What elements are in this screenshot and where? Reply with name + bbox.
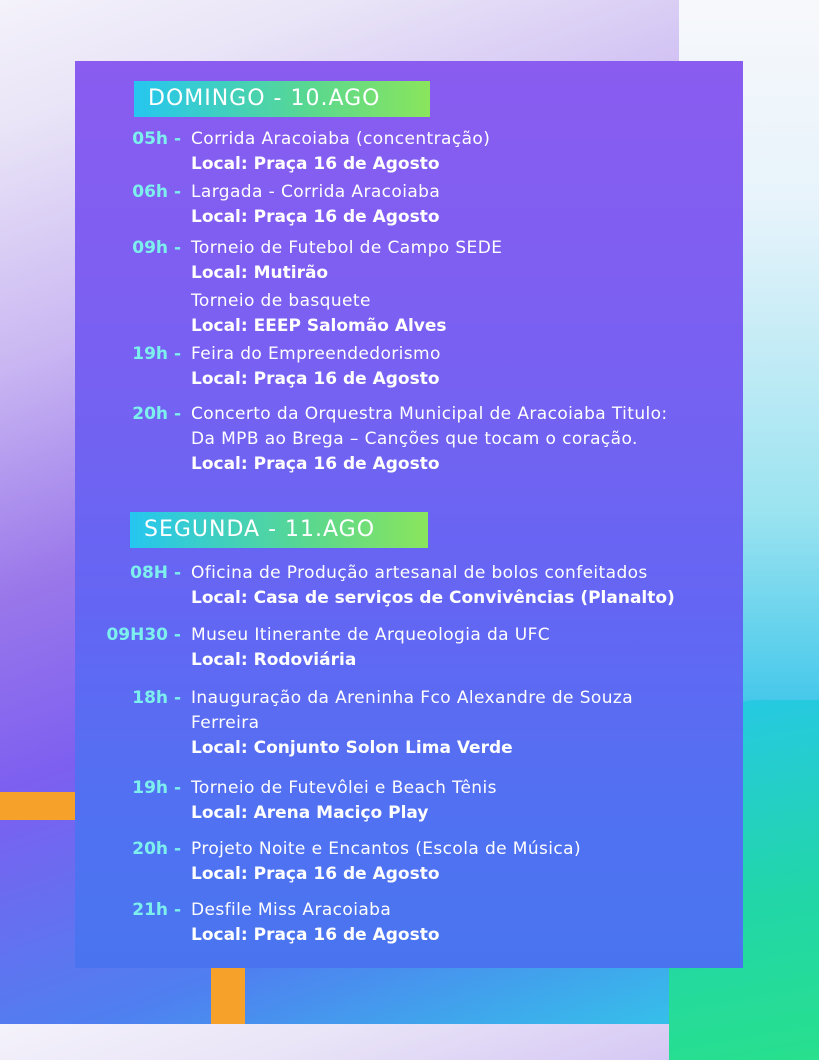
event-time: 19h - bbox=[132, 344, 181, 364]
event-location: Local: Mutirão bbox=[191, 263, 329, 283]
event-time: 20h - bbox=[132, 839, 181, 859]
event-title: Museu Itinerante de Arqueologia da UFC bbox=[191, 625, 551, 645]
event-time: 05h - bbox=[132, 129, 181, 149]
schedule-panel bbox=[75, 61, 743, 968]
event-location: Local: Praça 16 de Agosto bbox=[191, 154, 440, 174]
event-time: 20h - bbox=[132, 404, 181, 424]
event-title: Desfile Miss Aracoiaba bbox=[191, 900, 392, 920]
event-title: Concerto da Orquestra Municipal de Aracoiaba Titulo: Da MPB ao Brega – Canções que tocam o coração. bbox=[191, 404, 668, 449]
event-location: Local: Rodoviária bbox=[191, 650, 357, 670]
event-title: Torneio de basquete bbox=[191, 291, 371, 311]
event-title: Inauguração da Areninha Fco Alexandre de Souza Ferreira bbox=[191, 688, 634, 733]
event-location: Local: Arena Maciço Play bbox=[191, 803, 429, 823]
event-time: 21h - bbox=[132, 900, 181, 920]
event-location: Local: Praça 16 de Agosto bbox=[191, 925, 440, 945]
event-time: 06h - bbox=[132, 182, 181, 202]
event-time: 09H30 - bbox=[106, 625, 181, 645]
event-time: 18h - bbox=[132, 688, 181, 708]
event-location: Local: Conjunto Solon Lima Verde bbox=[191, 738, 513, 758]
event-title: Largada - Corrida Aracoiaba bbox=[191, 182, 441, 202]
event-title: Feira do Empreendedorismo bbox=[191, 344, 441, 364]
event-location: Local: Praça 16 de Agosto bbox=[191, 454, 440, 474]
event-time: 08H - bbox=[130, 563, 181, 583]
event-location: Local: EEEP Salomão Alves bbox=[191, 316, 447, 336]
event-time: 09h - bbox=[132, 238, 181, 258]
event-location: Local: Praça 16 de Agosto bbox=[191, 369, 440, 389]
day-header-domingo: DOMINGO - 10.AGO bbox=[134, 81, 430, 117]
decorative-orange-bar-bottom bbox=[211, 962, 245, 1024]
event-title: Torneio de Futebol de Campo SEDE bbox=[191, 238, 503, 258]
event-location: Local: Praça 16 de Agosto bbox=[191, 207, 440, 227]
event-title: Torneio de Futevôlei e Beach Tênis bbox=[191, 778, 497, 798]
event-location: Local: Praça 16 de Agosto bbox=[191, 864, 440, 884]
decorative-orange-bar-left bbox=[0, 792, 78, 820]
event-title: Projeto Noite e Encantos (Escola de Música) bbox=[191, 839, 582, 859]
event-location: Local: Casa de serviços de Convivências (Planalto) bbox=[191, 588, 675, 608]
day-header-segunda: SEGUNDA - 11.AGO bbox=[130, 512, 428, 548]
event-title: Corrida Aracoiaba (concentração) bbox=[191, 129, 491, 149]
event-time: 19h - bbox=[132, 778, 181, 798]
event-title: Oficina de Produção artesanal de bolos confeitados bbox=[191, 563, 648, 583]
